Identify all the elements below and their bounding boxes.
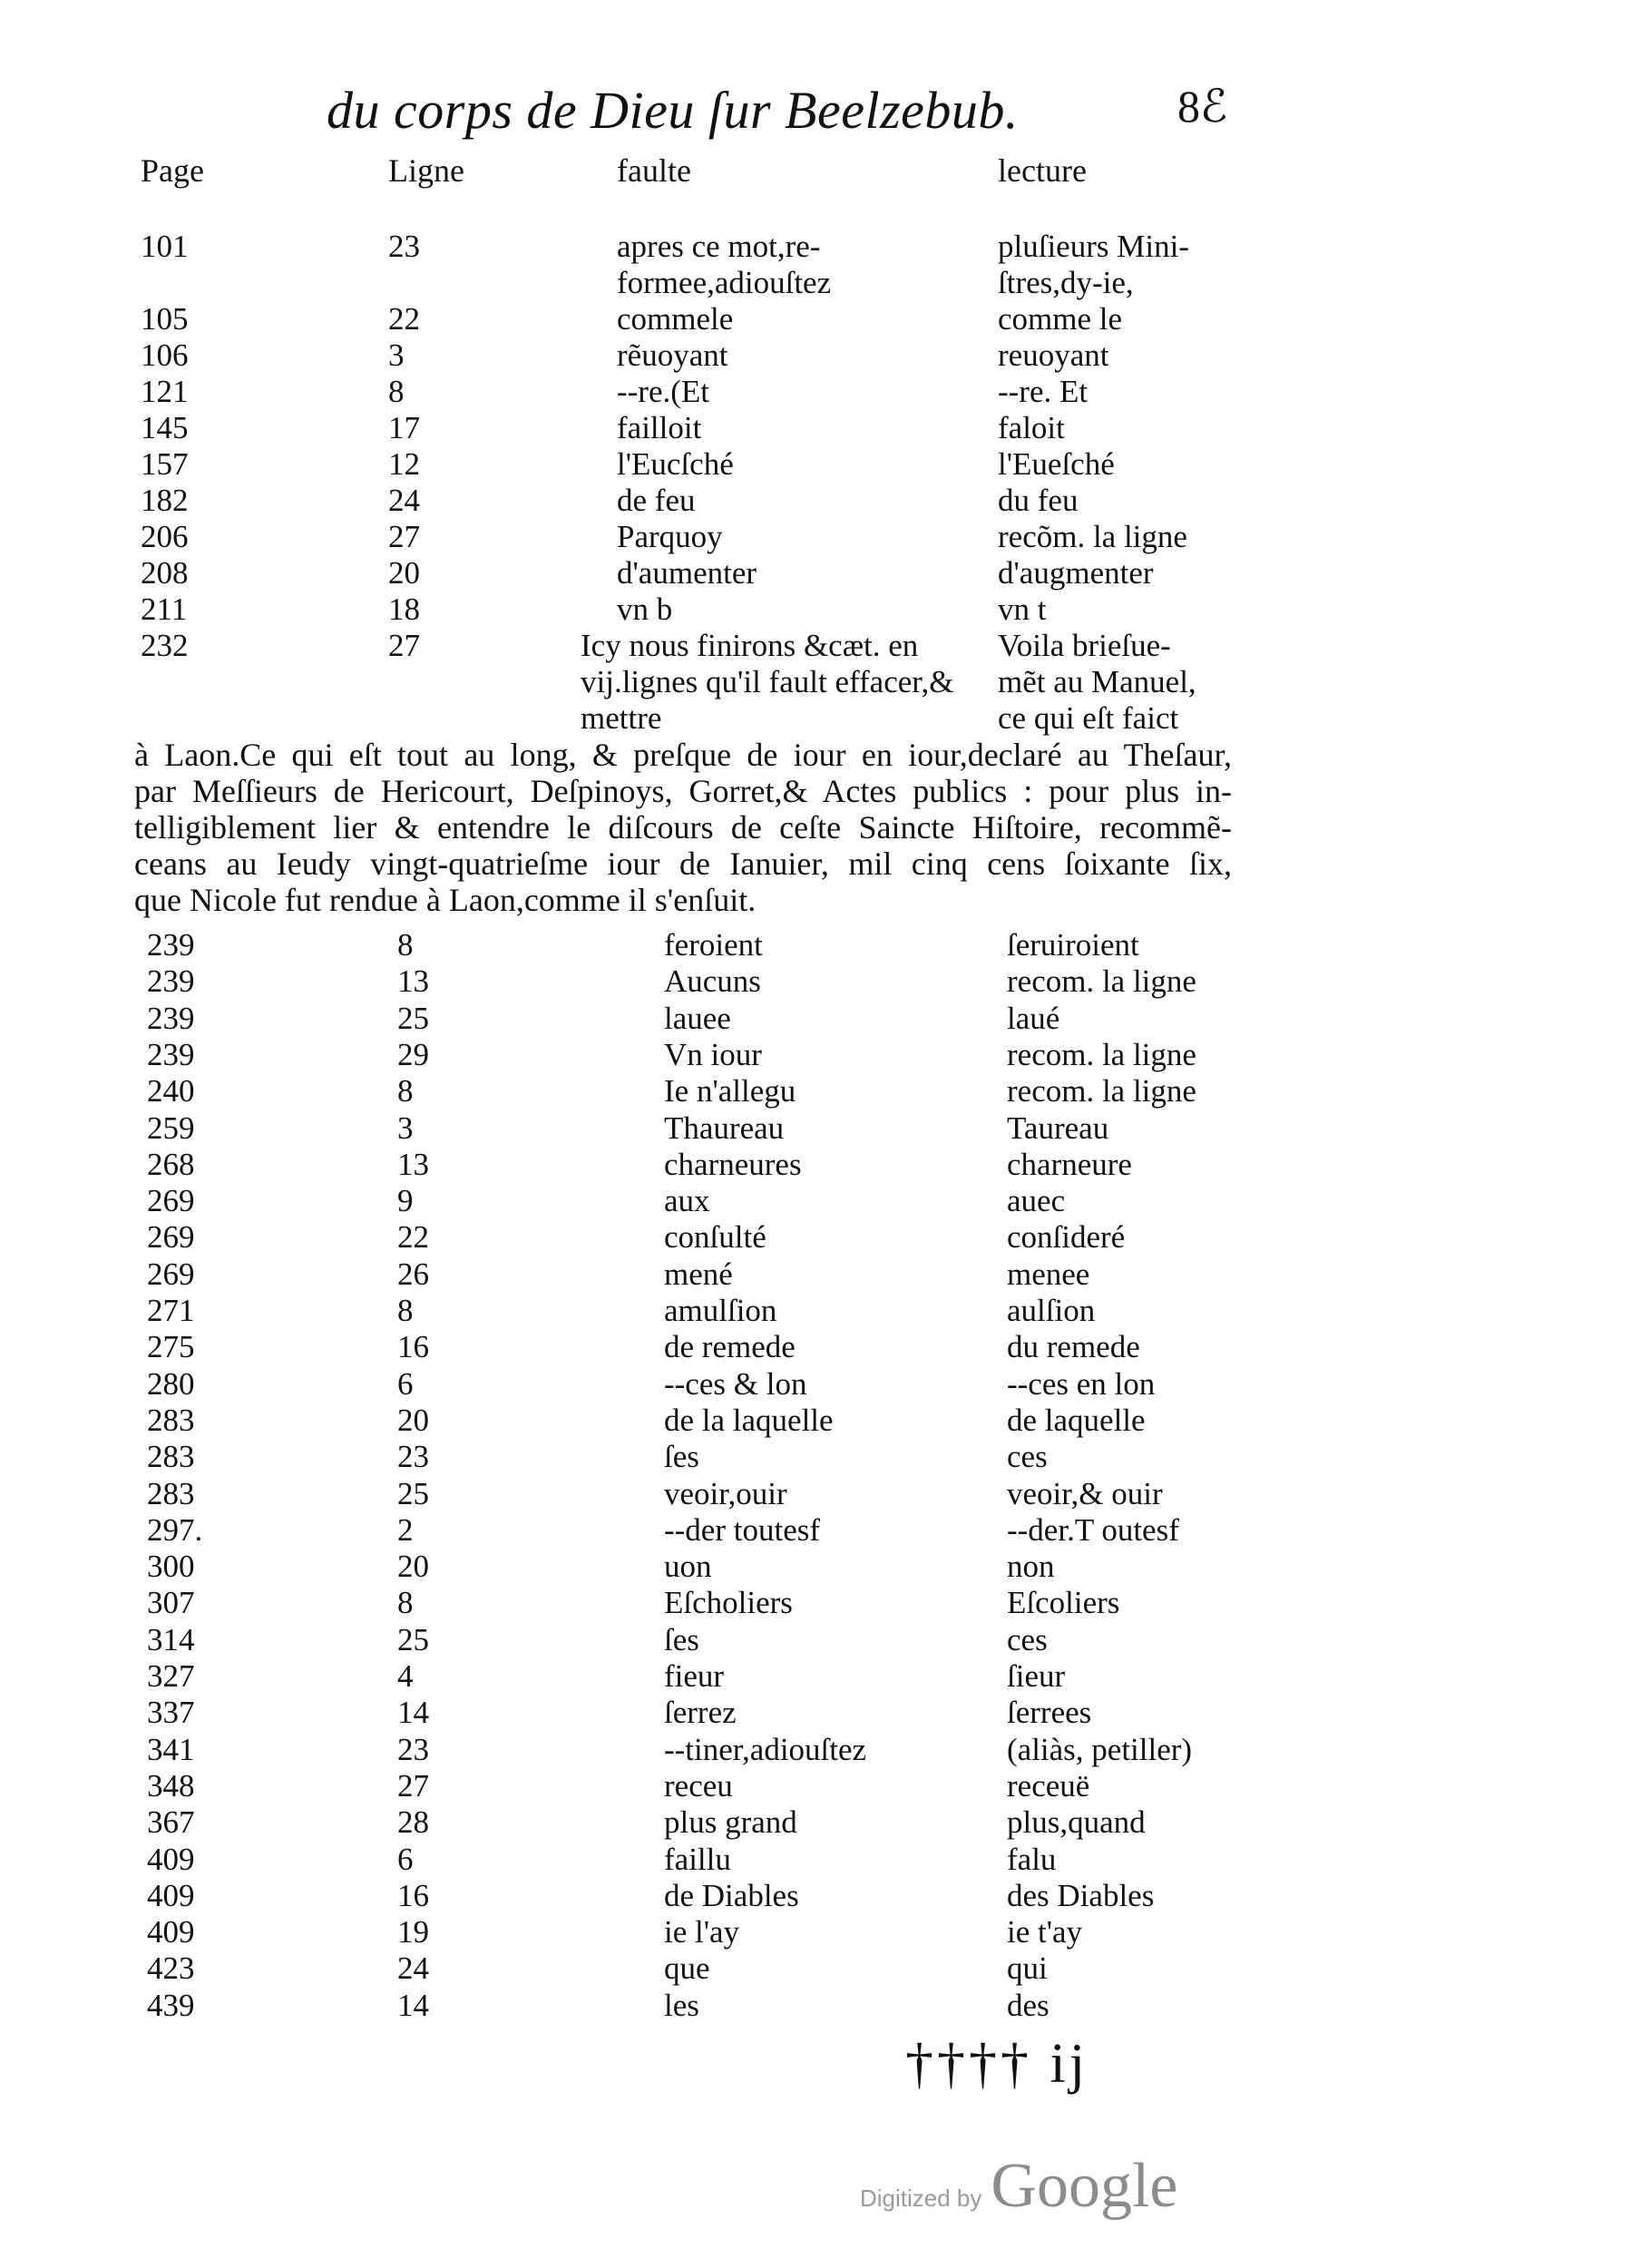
- errata-line-number: 22: [397, 1219, 429, 1255]
- errata-page-number: 269: [147, 1183, 195, 1218]
- errata-page-number: 106: [141, 337, 189, 373]
- errata-fault-text: --der toutesf: [664, 1512, 821, 1548]
- paragraph-line: par Meſſieurs de Hericourt, Deſpinoys, Gorret,& Actes publics : pour plus in-: [134, 773, 1232, 809]
- errata-reading-text: qui: [1007, 1950, 1048, 1986]
- errata-reading-text: mẽt au Manuel,: [998, 664, 1196, 699]
- errata-reading-text: plus,quand: [1007, 1804, 1146, 1840]
- google-logo: Google: [991, 2151, 1178, 2221]
- errata-reading-text: recom. la ligne: [1007, 1073, 1196, 1109]
- errata-fault-text: vn b: [617, 591, 673, 627]
- errata-fault-text: ſerrez: [664, 1695, 737, 1730]
- errata-page-number: 239: [147, 1001, 195, 1036]
- errata-reading-text: Taureau: [1007, 1110, 1109, 1146]
- errata-line-number: 13: [397, 1147, 429, 1182]
- errata-page-number: 409: [147, 1914, 195, 1950]
- errata-line-number: 16: [397, 1329, 429, 1364]
- narrative-paragraph: [134, 737, 1232, 918]
- errata-reading-text: l'Eueſché: [998, 446, 1115, 482]
- errata-line-number: 27: [388, 519, 420, 554]
- errata-page-number: 269: [147, 1219, 195, 1255]
- errata-line-number: 18: [388, 591, 420, 627]
- errata-reading-text: ces: [1007, 1622, 1048, 1657]
- errata-line-number: 24: [388, 483, 420, 518]
- errata-fault-text: Thaureau: [664, 1110, 785, 1146]
- errata-line-number: 23: [397, 1732, 429, 1767]
- errata-page-number: 239: [147, 927, 195, 963]
- paragraph-line: que Nicole fut rendue à Laon,comme il s'enſuit.: [134, 882, 757, 918]
- errata-line-number: 26: [397, 1256, 429, 1292]
- errata-line-number: 17: [388, 410, 420, 445]
- errata-fault-text: --ces & lon: [664, 1366, 807, 1402]
- column-header-faulte: faulte: [617, 152, 691, 189]
- errata-line-number: 4: [397, 1658, 414, 1694]
- errata-reading-text: veoir,& ouir: [1007, 1476, 1163, 1511]
- errata-fault-text: Icy nous finirons &cæt. en: [581, 628, 919, 663]
- errata-fault-text: commele: [617, 301, 734, 337]
- column-header-ligne: Ligne: [388, 152, 464, 189]
- errata-line-number: 13: [397, 963, 429, 999]
- errata-fault-text: Parquoy: [617, 519, 723, 554]
- errata-line-number: 20: [397, 1549, 429, 1584]
- errata-fault-text: fieur: [664, 1658, 725, 1694]
- errata-reading-text: recom. la ligne: [1007, 963, 1196, 999]
- errata-line-number: 25: [397, 1476, 429, 1511]
- errata-reading-text: pluſieurs Mini-: [998, 229, 1189, 264]
- errata-reading-text: aulſion: [1007, 1293, 1096, 1328]
- errata-page-number: 297.: [147, 1512, 203, 1548]
- errata-line-number: 20: [388, 555, 420, 591]
- errata-fault-text: de remede: [664, 1329, 796, 1364]
- errata-reading-text: des Diables: [1007, 1878, 1155, 1913]
- errata-reading-text: ie t'ay: [1007, 1914, 1083, 1950]
- errata-fault-text: amulſion: [664, 1293, 777, 1328]
- errata-line-number: 3: [397, 1110, 414, 1146]
- errata-fault-text: ſes: [664, 1622, 699, 1657]
- errata-fault-text: conſulté: [664, 1219, 766, 1255]
- errata-page-number: 145: [141, 410, 189, 445]
- errata-page-number: 105: [141, 301, 189, 337]
- errata-line-number: 22: [388, 301, 420, 337]
- errata-line-number: 16: [397, 1878, 429, 1913]
- errata-line-number: 27: [397, 1768, 429, 1804]
- errata-page-number: 280: [147, 1366, 195, 1402]
- errata-fault-text: ie l'ay: [664, 1914, 740, 1950]
- errata-fault-text: de la laquelle: [664, 1403, 834, 1438]
- errata-reading-text: d'augmenter: [998, 555, 1154, 591]
- errata-page-number: 239: [147, 1037, 195, 1072]
- errata-fault-text: de feu: [617, 483, 696, 518]
- errata-page-number: 259: [147, 1110, 195, 1146]
- errata-page-number: 423: [147, 1950, 195, 1986]
- errata-fault-text: Eſcholiers: [664, 1585, 793, 1620]
- errata-reading-text: recom. la ligne: [1007, 1037, 1196, 1072]
- errata-page-number: 439: [147, 1988, 195, 2023]
- errata-fault-text: uon: [664, 1549, 712, 1584]
- errata-line-number: 14: [397, 1988, 429, 2023]
- errata-reading-text: --re. Et: [998, 374, 1089, 409]
- errata-reading-text: vn t: [998, 591, 1047, 627]
- errata-fault-text: faillu: [664, 1842, 731, 1877]
- errata-page-number: 283: [147, 1476, 195, 1511]
- errata-line-number: 8: [397, 1585, 414, 1620]
- errata-line-number: 8: [397, 1293, 414, 1328]
- errata-line-number: 14: [397, 1695, 429, 1730]
- errata-line-number: 23: [388, 229, 420, 264]
- errata-page-number: 269: [147, 1256, 195, 1292]
- errata-reading-text: ſeruiroient: [1007, 927, 1139, 963]
- errata-reading-text: ſtres,dy-ie,: [998, 265, 1134, 300]
- errata-fault-text: aux: [664, 1183, 710, 1218]
- errata-fault-text: l'Eucſché: [617, 446, 734, 482]
- errata-line-number: 25: [397, 1001, 429, 1036]
- errata-reading-text: ces: [1007, 1439, 1048, 1474]
- errata-page-number: 409: [147, 1842, 195, 1877]
- errata-reading-text: reuoyant: [998, 337, 1109, 373]
- errata-fault-text: failloit: [617, 410, 702, 445]
- errata-line-number: 20: [397, 1403, 429, 1438]
- errata-fault-text: les: [664, 1988, 699, 2023]
- errata-page-number: 239: [147, 963, 195, 999]
- errata-fault-text: d'aumenter: [617, 555, 757, 591]
- errata-page-number: 268: [147, 1147, 195, 1182]
- errata-fault-text: lauee: [664, 1001, 731, 1036]
- paragraph-line: ceans au Ieudy vingt-quatrieſme iour de Ianuier, mil cinq cens ſoixante ſix,: [134, 846, 1232, 882]
- errata-fault-text: charneures: [664, 1147, 802, 1182]
- errata-reading-text: charneure: [1007, 1147, 1132, 1182]
- errata-line-number: 9: [397, 1183, 414, 1218]
- errata-line-number: 25: [397, 1622, 429, 1657]
- running-title: du corps de Dieu ſur Beelzebub.: [327, 81, 1019, 140]
- errata-line-number: 3: [388, 337, 405, 373]
- errata-fault-text: veoir,ouir: [664, 1476, 787, 1511]
- errata-page-number: 121: [141, 374, 189, 409]
- errata-fault-text: ſes: [664, 1439, 699, 1474]
- errata-line-number: 8: [397, 1073, 414, 1109]
- errata-line-number: 6: [397, 1842, 414, 1877]
- signature-mark: †††† ij: [905, 2033, 1089, 2095]
- errata-page-number: 348: [147, 1768, 195, 1804]
- errata-line-number: 24: [397, 1950, 429, 1986]
- errata-reading-text: faloit: [998, 410, 1065, 445]
- errata-line-number: 27: [388, 628, 420, 663]
- errata-fault-text: Ie n'allegu: [664, 1073, 796, 1109]
- watermark-prefix: Digitized by: [860, 2185, 982, 2212]
- column-header-page: Page: [141, 152, 204, 189]
- errata-page-number: 283: [147, 1403, 195, 1438]
- errata-page-number: 211: [141, 591, 188, 627]
- errata-reading-text: ce qui eſt faict: [998, 700, 1179, 736]
- errata-fault-text: Aucuns: [664, 963, 761, 999]
- errata-line-number: 8: [388, 374, 405, 409]
- errata-line-number: 12: [388, 446, 420, 482]
- errata-reading-text: receuë: [1007, 1768, 1090, 1804]
- errata-reading-text: Eſcoliers: [1007, 1585, 1120, 1620]
- errata-page-number: 327: [147, 1658, 195, 1694]
- errata-page-number: 367: [147, 1804, 195, 1840]
- errata-reading-text: falu: [1007, 1842, 1057, 1877]
- errata-reading-text: Voila brieſue-: [998, 628, 1171, 663]
- errata-page-number: 337: [147, 1695, 195, 1730]
- errata-reading-text: de laquelle: [1007, 1403, 1146, 1438]
- errata-reading-text: (aliàs, petiller): [1007, 1732, 1193, 1767]
- errata-reading-text: non: [1007, 1549, 1055, 1584]
- folio-number: 8ℰ: [1177, 81, 1228, 132]
- errata-fault-text: formee,adiouſtez: [617, 265, 832, 300]
- errata-page-number: 314: [147, 1622, 195, 1657]
- errata-reading-text: --der.T outesf: [1007, 1512, 1179, 1548]
- errata-line-number: 8: [397, 927, 414, 963]
- errata-line-number: 23: [397, 1439, 429, 1474]
- column-header-lecture: lecture: [998, 152, 1087, 189]
- errata-fault-text: apres ce mot,re-: [617, 229, 821, 264]
- errata-page-number: 283: [147, 1439, 195, 1474]
- errata-reading-text: conſideré: [1007, 1219, 1126, 1255]
- errata-reading-text: ſerrees: [1007, 1695, 1092, 1730]
- errata-fault-text: feroient: [664, 927, 763, 963]
- errata-reading-text: des: [1007, 1988, 1050, 2023]
- errata-page-number: 206: [141, 519, 189, 554]
- errata-page-number: 240: [147, 1073, 195, 1109]
- errata-fault-text: de Diables: [664, 1878, 799, 1913]
- errata-line-number: 6: [397, 1366, 414, 1402]
- errata-fault-text: mené: [664, 1256, 733, 1292]
- errata-fault-text: mettre: [581, 700, 662, 736]
- errata-fault-text: receu: [664, 1768, 733, 1804]
- errata-line-number: 29: [397, 1037, 429, 1072]
- errata-line-number: 28: [397, 1804, 429, 1840]
- errata-fault-text: plus grand: [664, 1804, 797, 1840]
- errata-fault-text: --re.(Et: [617, 374, 710, 409]
- errata-reading-text: ſieur: [1007, 1658, 1066, 1694]
- errata-fault-text: Vn iour: [664, 1037, 762, 1072]
- paragraph-line: à Laon.Ce qui eſt tout au long, & preſque de iour en iour,declaré au Theſaur,: [134, 737, 1232, 773]
- errata-page-number: 409: [147, 1878, 195, 1913]
- errata-line-number: 19: [397, 1914, 429, 1950]
- errata-page-number: 101: [141, 229, 189, 264]
- errata-page-number: 300: [147, 1549, 195, 1584]
- errata-reading-text: du remede: [1007, 1329, 1140, 1364]
- errata-reading-text: laué: [1007, 1001, 1060, 1036]
- errata-page-number: 232: [141, 628, 189, 663]
- errata-fault-text: rẽuoyant: [617, 337, 728, 373]
- errata-fault-text: --tiner,adiouſtez: [664, 1732, 867, 1767]
- errata-page-number: 182: [141, 483, 189, 518]
- errata-page-number: 275: [147, 1329, 195, 1364]
- errata-reading-text: du feu: [998, 483, 1079, 518]
- errata-page-number: 341: [147, 1732, 195, 1767]
- errata-reading-text: recõm. la ligne: [998, 519, 1187, 554]
- errata-page-number: 208: [141, 555, 189, 591]
- errata-line-number: 2: [397, 1512, 414, 1548]
- errata-reading-text: menee: [1007, 1256, 1090, 1292]
- errata-page-number: 157: [141, 446, 189, 482]
- errata-reading-text: auec: [1007, 1183, 1066, 1218]
- errata-fault-text: que: [664, 1950, 710, 1986]
- paragraph-line: telligiblement lier & entendre le diſcours de ceſte Saincte Hiſtoire, recommẽ-: [134, 809, 1232, 846]
- errata-page-number: 307: [147, 1585, 195, 1620]
- errata-reading-text: comme le: [998, 301, 1123, 337]
- digitized-watermark: [860, 2150, 1177, 2223]
- errata-page-number: 271: [147, 1293, 195, 1328]
- errata-fault-text: vij.lignes qu'il fault effacer,&: [581, 664, 954, 699]
- errata-reading-text: --ces en lon: [1007, 1366, 1156, 1402]
